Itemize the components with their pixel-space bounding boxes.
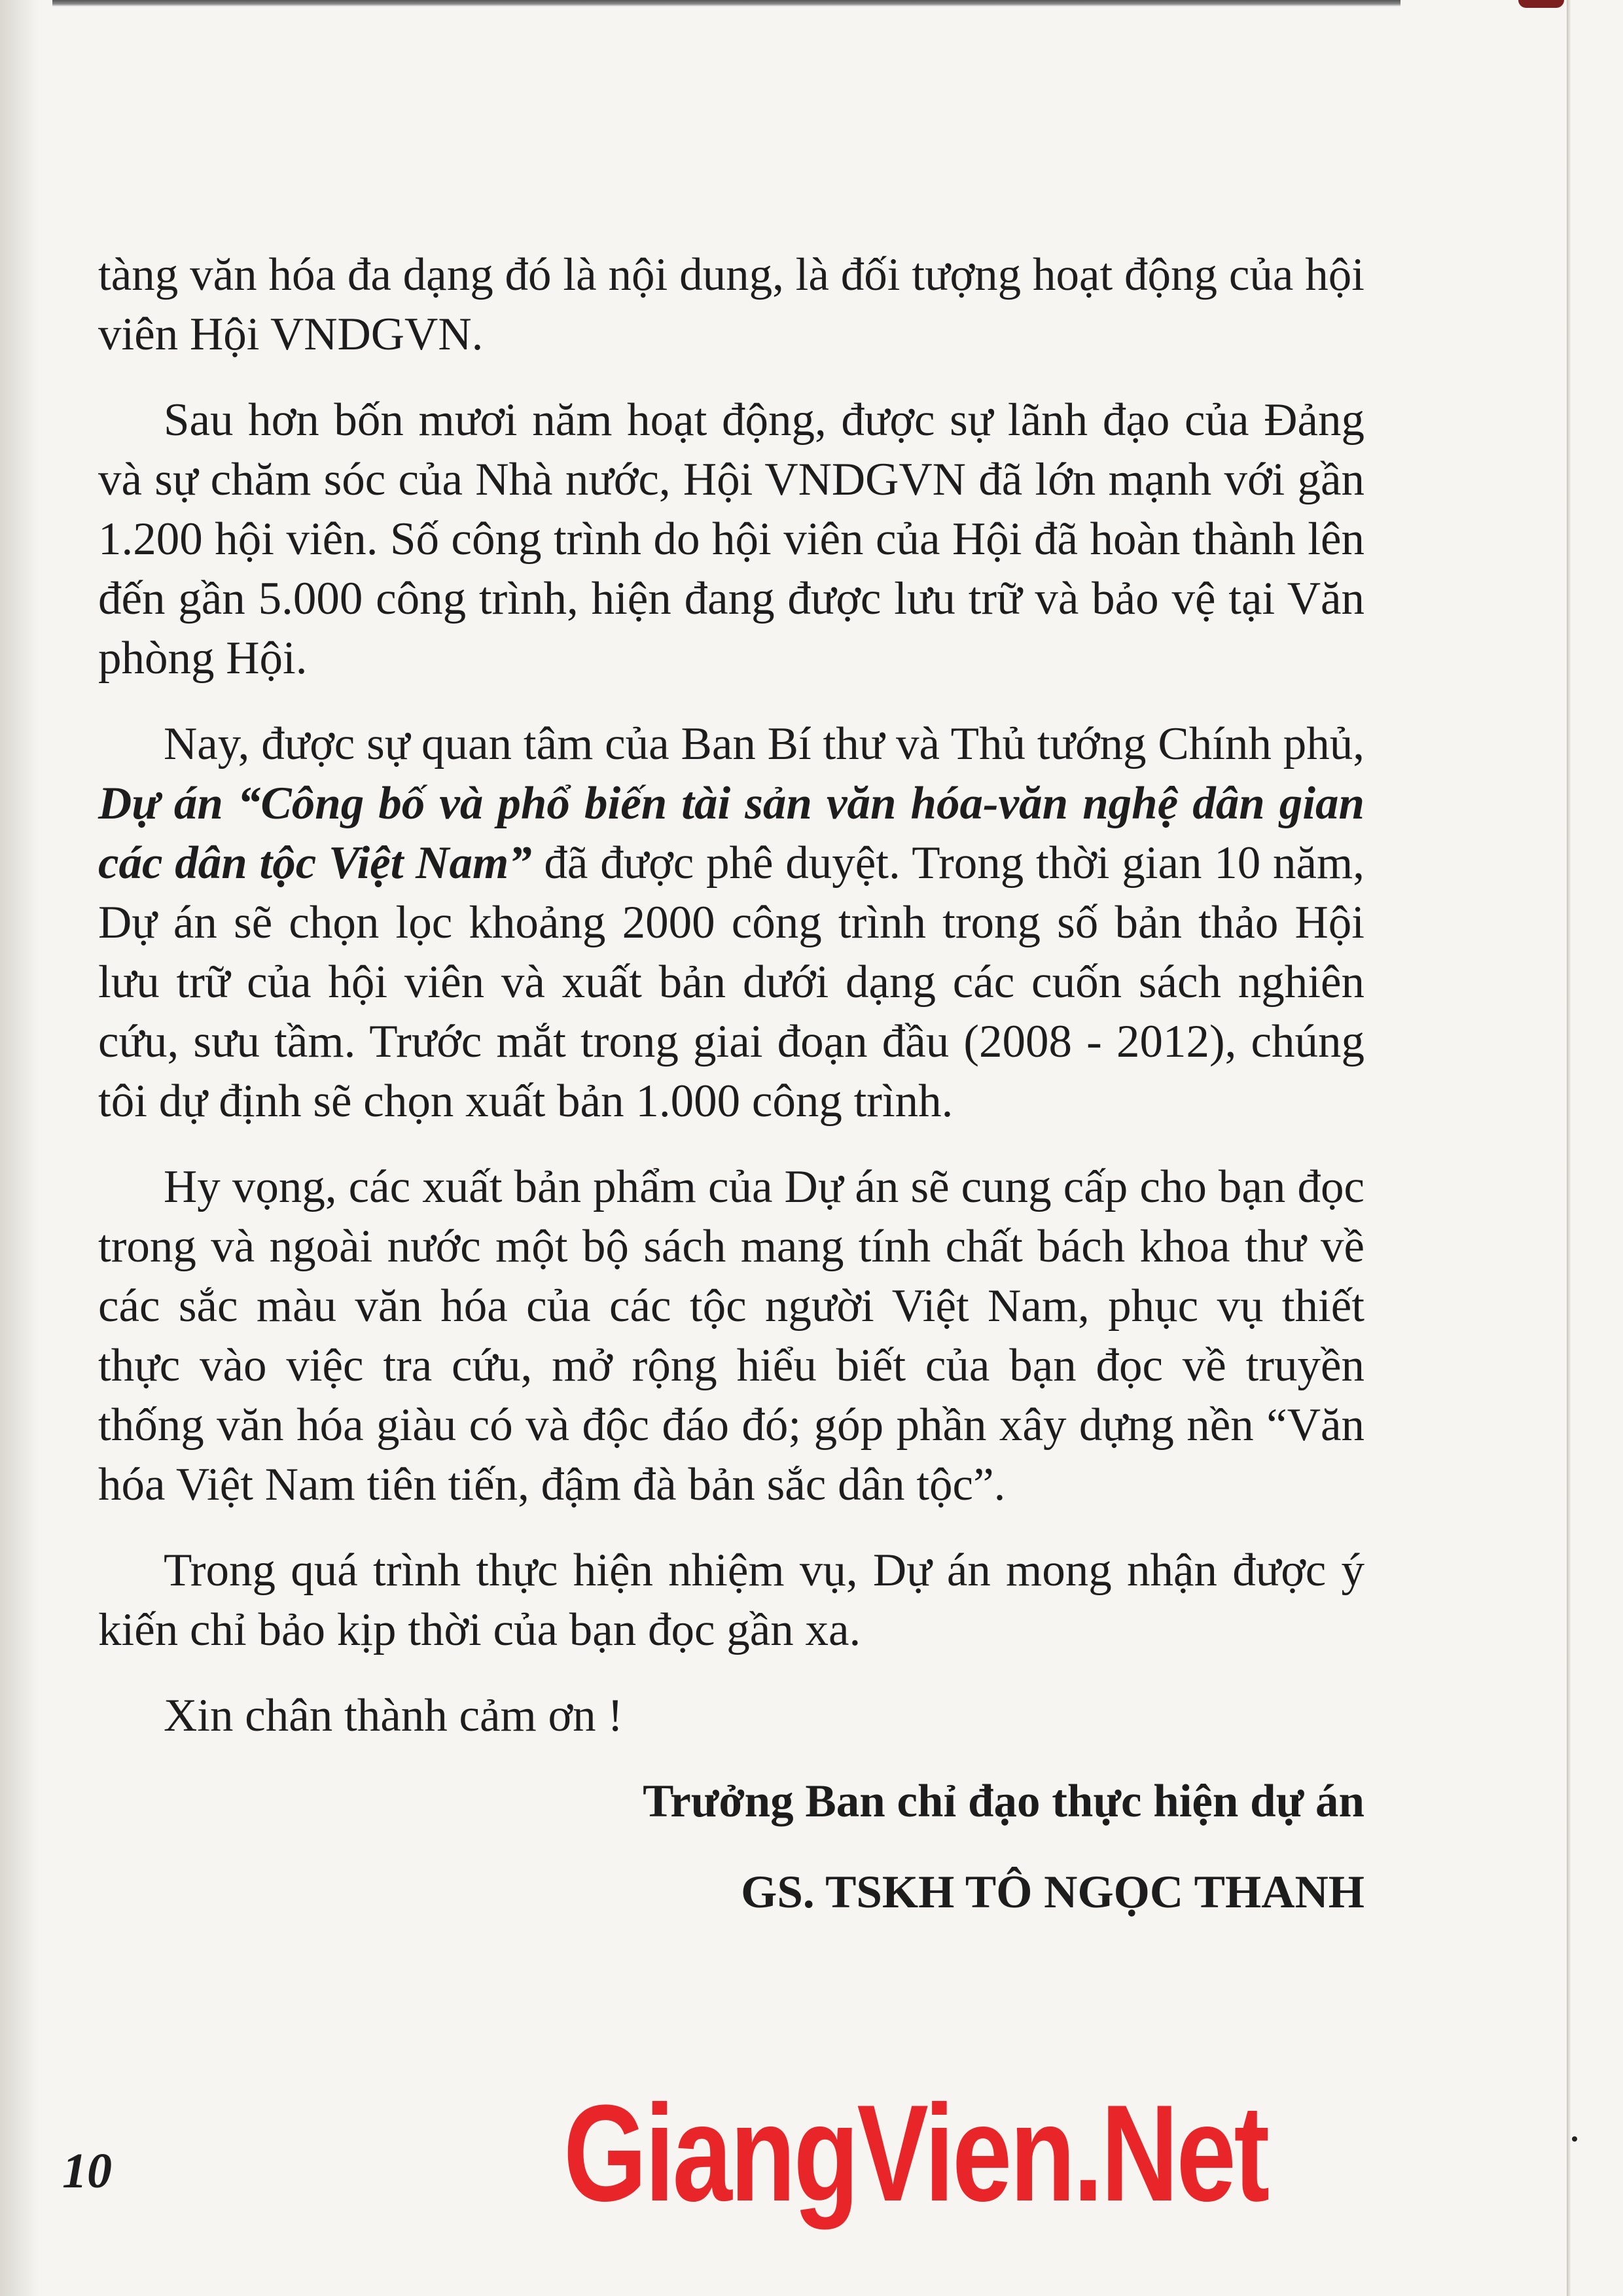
top-rule	[52, 0, 1400, 7]
paragraph-1	[98, 245, 1364, 364]
signature-title: Trưởng Ban chỉ đạo thực hiện dự án	[643, 1776, 1364, 1827]
paragraph-3	[98, 715, 1364, 1131]
body-text	[98, 245, 1364, 1954]
watermark-text: GiangVien.Net	[563, 2076, 1268, 2230]
paragraph-5-text: Trong quá trình thực hiện nhiệm vụ, Dự án mong nhận được ý kiến chỉ bảo kịp thời của bạn đọc gần xa.	[98, 1545, 1364, 1655]
project-title: Dự án “Công bố và phổ biến tài sản văn hóa-văn nghệ dân gian các dân tộc Việt Nam”	[98, 778, 1364, 889]
paragraph-4-text: Hy vọng, các xuất bản phẩm của Dự án sẽ cung cấp cho bạn đọc trong và ngoài nước một bộ sách mang tính chất bách khoa thư về các sắc màu văn hóa của các tộc người Việt Nam, phục vụ thiết thực vào việc tra cứu, mở rộng hiểu biết của bạn đọc về truyền thống văn hóa giàu có và độc đáo đó; góp phần xây dựng nền “Văn hóa Việt Nam tiên tiến, đậm đà bản sắc dân tộc”.	[98, 1161, 1364, 1510]
paragraph-4	[98, 1157, 1364, 1515]
paragraph-6	[98, 1686, 1364, 1746]
signature-block	[98, 1772, 1364, 1922]
page-edge	[1567, 0, 1571, 2296]
paragraph-5	[98, 1541, 1364, 1660]
paragraph-3-rest: đã được phê duyệt. Trong thời gian 10 năm, Dự án sẽ chọn lọc khoảng 2000 công trình trong số bản thảo Hội lưu trữ của hội viên và xuất bản dưới dạng các cuốn sách nghiên cứu, sưu tầm. Trước mắt trong giai đoạn đầu (2008 - 2012), chúng tôi dự định sẽ chọn xuất bản 1.000 công trình.	[98, 838, 1364, 1127]
paragraph-3-lead: Nay, được sự quan tâm của Ban Bí thư và Thủ tướng Chính phủ,	[164, 718, 1364, 769]
paragraph-2	[98, 391, 1364, 688]
paragraph-1-text: tàng văn hóa đa dạng đó là nội dung, là đối tượng hoạt động của hội viên Hội VNDGVN.	[98, 249, 1364, 360]
signature-name: GS. TSKH TÔ NGỌC THANH	[741, 1867, 1364, 1918]
margin-dot	[1572, 2136, 1577, 2142]
page-number: 10	[62, 2144, 112, 2199]
closing-thanks: Xin chân thành cảm ơn !	[164, 1690, 623, 1741]
corner-mark	[1518, 0, 1564, 8]
page-gutter-shadow	[0, 0, 39, 2296]
paragraph-2-text: Sau hơn bốn mươi năm hoạt động, được sự lãnh đạo của Đảng và sự chăm sóc của Nhà nước, Hội VNDGVN đã lớn mạnh với gần 1.200 hội viên. Số công trình do hội viên của Hội đã hoàn thành lên đến gần 5.000 công trình, hiện đang được lưu trữ và bảo vệ tại Văn phòng Hội.	[98, 395, 1364, 684]
